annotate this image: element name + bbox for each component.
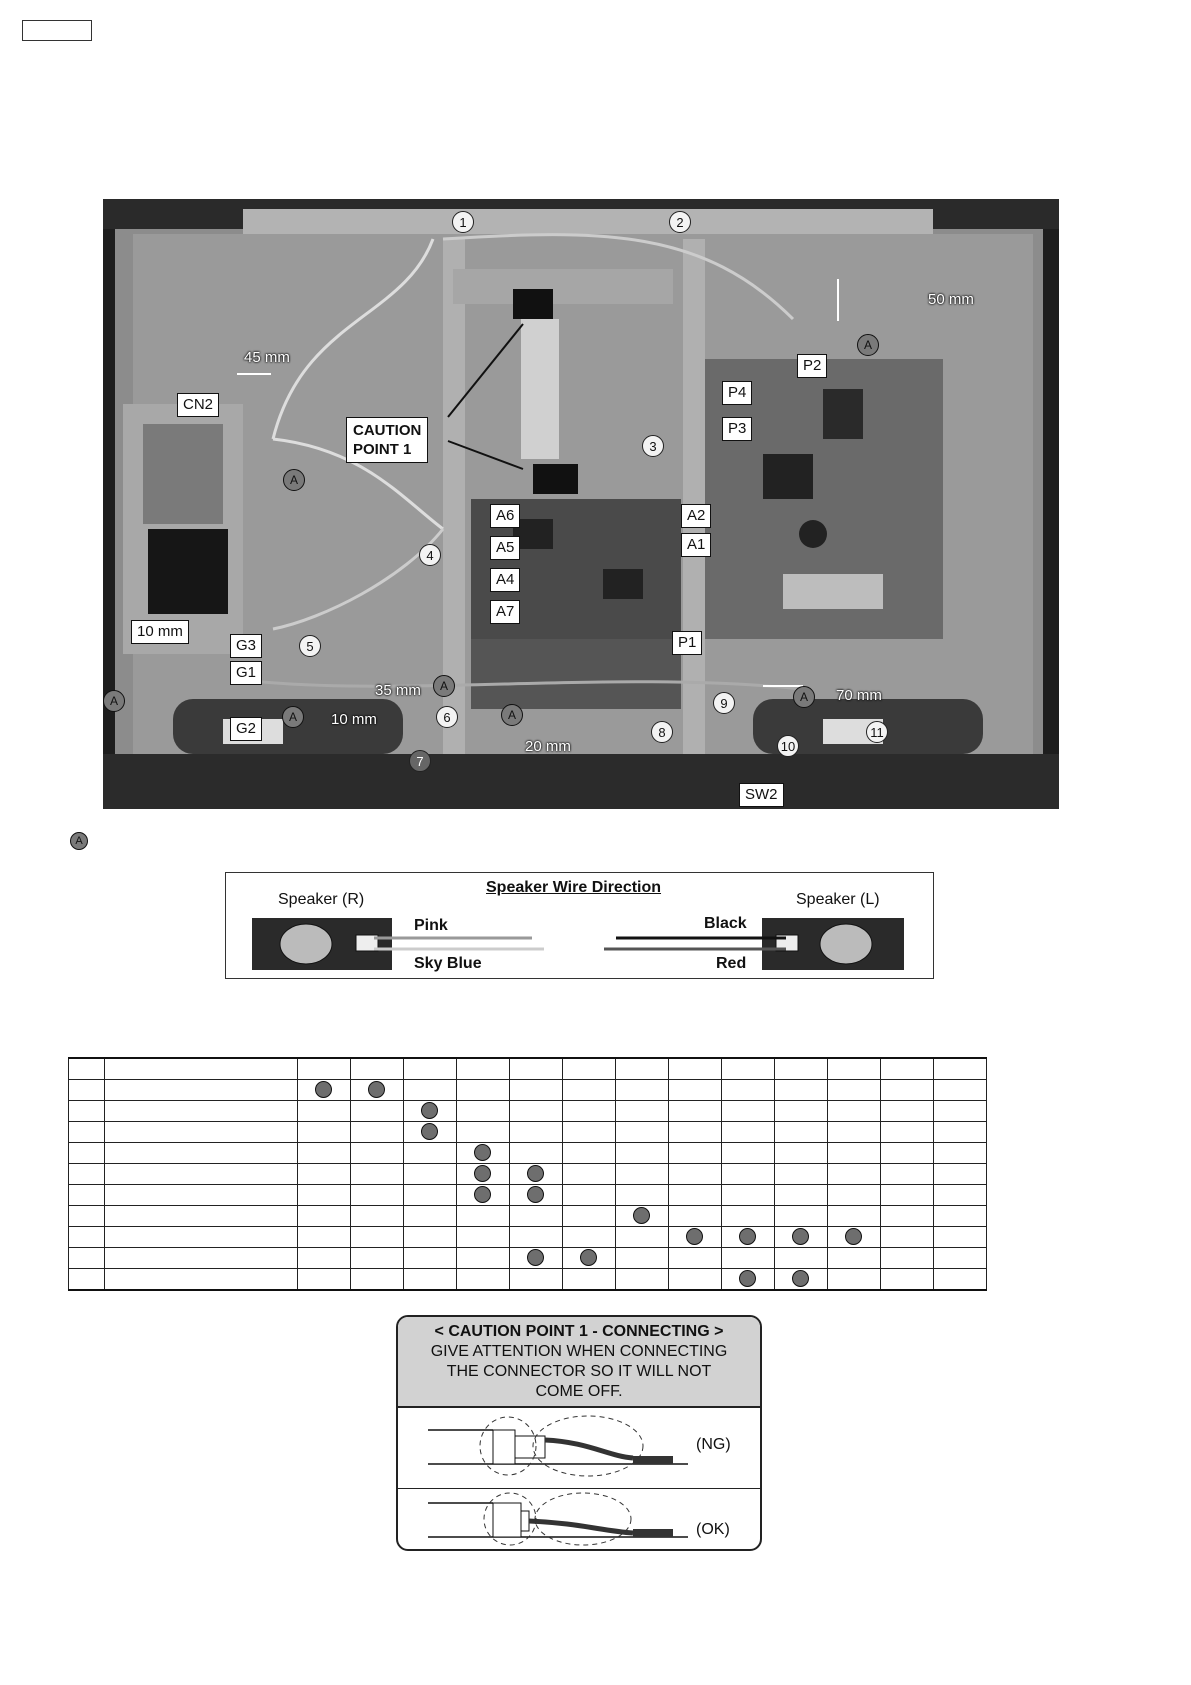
table-row xyxy=(69,1101,987,1122)
table-cell xyxy=(69,1143,105,1164)
table-cell xyxy=(669,1164,722,1185)
table-cell xyxy=(510,1164,563,1185)
table-cell xyxy=(775,1185,828,1206)
table-cell xyxy=(669,1227,722,1248)
clamp-dot-icon xyxy=(421,1102,438,1119)
table-cell xyxy=(298,1269,351,1291)
table-row xyxy=(69,1080,987,1101)
table-cell xyxy=(616,1164,669,1185)
table-cell xyxy=(775,1269,828,1291)
table-cell xyxy=(722,1185,775,1206)
table-cell xyxy=(563,1122,616,1143)
wire-label-sky-blue: Sky Blue xyxy=(414,955,482,972)
table-cell xyxy=(881,1101,934,1122)
table-cell xyxy=(881,1269,934,1291)
table-cell xyxy=(828,1248,881,1269)
clamp-dot-icon xyxy=(527,1186,544,1203)
marker-3: 3 xyxy=(642,435,664,457)
caution-ng-diagram xyxy=(398,1406,760,1489)
table-cell xyxy=(669,1143,722,1164)
dimension-10mm: 10 mm xyxy=(331,711,377,728)
table-cell xyxy=(404,1058,457,1080)
table-cell xyxy=(616,1248,669,1269)
marker-1: 1 xyxy=(452,211,474,233)
table-cell xyxy=(881,1164,934,1185)
legend-marker-a: A xyxy=(70,832,88,850)
table-cell xyxy=(404,1185,457,1206)
table-cell xyxy=(828,1101,881,1122)
label-cn2: CN2 xyxy=(177,393,219,417)
clamp-dot-icon xyxy=(739,1228,756,1245)
label-a1: A1 xyxy=(681,533,711,557)
table-cell xyxy=(828,1080,881,1101)
table-cell xyxy=(775,1122,828,1143)
table-cell xyxy=(457,1164,510,1185)
table-cell xyxy=(457,1058,510,1080)
table-cell xyxy=(351,1122,404,1143)
table-cell xyxy=(563,1269,616,1291)
page-tab xyxy=(22,20,92,41)
table-cell xyxy=(934,1164,987,1185)
table-cell xyxy=(298,1164,351,1185)
marker-a: A xyxy=(433,675,455,697)
speaker-wire-direction-box xyxy=(225,872,934,979)
table-cell xyxy=(934,1227,987,1248)
speaker-right-label: Speaker (R) xyxy=(278,891,365,908)
table-cell xyxy=(669,1080,722,1101)
table-cell xyxy=(510,1080,563,1101)
clamp-dot-icon xyxy=(633,1207,650,1224)
table-cell xyxy=(510,1248,563,1269)
table-cell xyxy=(722,1101,775,1122)
table-cell xyxy=(510,1206,563,1227)
table-cell xyxy=(881,1248,934,1269)
table-cell xyxy=(775,1080,828,1101)
table-cell xyxy=(722,1080,775,1101)
table-cell xyxy=(934,1185,987,1206)
table-cell xyxy=(457,1080,510,1101)
table-cell xyxy=(722,1269,775,1291)
ok-label: (OK) xyxy=(696,1521,730,1538)
table-cell xyxy=(669,1269,722,1291)
table-cell xyxy=(934,1206,987,1227)
caution-line-2: THE CONNECTOR SO IT WILL NOT xyxy=(446,1363,712,1380)
table-cell xyxy=(669,1248,722,1269)
clamp-dot-icon xyxy=(527,1249,544,1266)
table-cell xyxy=(722,1143,775,1164)
table-cell xyxy=(105,1206,298,1227)
table-cell xyxy=(616,1206,669,1227)
marker-6: 6 xyxy=(436,706,458,728)
table-cell xyxy=(105,1248,298,1269)
table-cell xyxy=(775,1248,828,1269)
label-p2: P2 xyxy=(797,354,827,378)
table-cell xyxy=(298,1206,351,1227)
table-cell xyxy=(298,1080,351,1101)
label-a4: A4 xyxy=(490,568,520,592)
table-cell xyxy=(457,1248,510,1269)
table-cell xyxy=(105,1058,298,1080)
table-cell xyxy=(510,1101,563,1122)
marker-2: 2 xyxy=(669,211,691,233)
table-cell xyxy=(457,1185,510,1206)
table-cell xyxy=(775,1206,828,1227)
table-cell xyxy=(563,1164,616,1185)
table-cell xyxy=(881,1058,934,1080)
table-cell xyxy=(298,1227,351,1248)
table-cell xyxy=(298,1185,351,1206)
wire-label-black: Black xyxy=(704,915,747,932)
table-cell xyxy=(105,1164,298,1185)
label-a6: A6 xyxy=(490,504,520,528)
table-row xyxy=(69,1058,987,1080)
wire-clamp-table xyxy=(68,1057,987,1291)
clamp-dot-icon xyxy=(474,1186,491,1203)
ok-connector-illustration xyxy=(398,1489,760,1551)
label-g2: G2 xyxy=(230,717,262,741)
table-cell xyxy=(722,1058,775,1080)
table-cell xyxy=(669,1185,722,1206)
clamp-dot-icon xyxy=(421,1123,438,1140)
table-row xyxy=(69,1269,987,1291)
table-cell xyxy=(722,1248,775,1269)
table-cell xyxy=(105,1227,298,1248)
chassis-photo xyxy=(103,199,1059,809)
table-row xyxy=(69,1122,987,1143)
table-cell xyxy=(351,1206,404,1227)
label-sw2: SW2 xyxy=(739,783,784,807)
table-cell xyxy=(351,1143,404,1164)
table-cell xyxy=(351,1164,404,1185)
table-cell xyxy=(351,1058,404,1080)
clamp-dot-icon xyxy=(527,1165,544,1182)
table-cell xyxy=(828,1143,881,1164)
table-cell xyxy=(881,1185,934,1206)
table-cell xyxy=(351,1101,404,1122)
table-cell xyxy=(105,1185,298,1206)
marker-a: A xyxy=(283,469,305,491)
caution-ok-diagram xyxy=(398,1489,760,1551)
clamp-dot-icon xyxy=(580,1249,597,1266)
marker-a: A xyxy=(501,704,523,726)
table-cell xyxy=(722,1227,775,1248)
table-cell xyxy=(351,1248,404,1269)
speaker-wires-diagram xyxy=(226,873,932,977)
table-cell xyxy=(563,1080,616,1101)
table-cell xyxy=(404,1143,457,1164)
table-cell xyxy=(563,1248,616,1269)
caution-line-1: GIVE ATTENTION WHEN CONNECTING xyxy=(430,1343,728,1360)
table-cell xyxy=(105,1122,298,1143)
clamp-dot-icon xyxy=(474,1144,491,1161)
table-cell xyxy=(616,1080,669,1101)
table-cell xyxy=(934,1269,987,1291)
table-cell xyxy=(69,1058,105,1080)
caution-header xyxy=(398,1317,760,1408)
table-cell xyxy=(404,1164,457,1185)
clamp-dot-icon xyxy=(686,1228,703,1245)
table-cell xyxy=(510,1227,563,1248)
caution-point-box xyxy=(396,1315,762,1551)
table-row xyxy=(69,1185,987,1206)
label-g1: G1 xyxy=(230,661,262,685)
table-cell xyxy=(934,1122,987,1143)
table-cell xyxy=(404,1206,457,1227)
table-cell xyxy=(404,1080,457,1101)
caution-point-line-2: POINT 1 xyxy=(353,441,412,458)
marker-a: A xyxy=(793,686,815,708)
caution-point-line-1: CAUTION xyxy=(353,422,422,439)
clamp-dot-icon xyxy=(845,1228,862,1245)
table-cell xyxy=(669,1101,722,1122)
label-caution-point-1 xyxy=(346,417,428,463)
table-cell xyxy=(457,1122,510,1143)
table-cell xyxy=(934,1248,987,1269)
marker-9: 9 xyxy=(713,692,735,714)
table-cell xyxy=(105,1080,298,1101)
table-cell xyxy=(69,1080,105,1101)
caution-line-3: COME OFF. xyxy=(535,1383,623,1400)
table-cell xyxy=(351,1080,404,1101)
table-cell xyxy=(510,1269,563,1291)
table-cell xyxy=(457,1227,510,1248)
clamp-dot-icon xyxy=(368,1081,385,1098)
table-cell xyxy=(69,1164,105,1185)
table-cell xyxy=(510,1143,563,1164)
table-cell xyxy=(69,1206,105,1227)
label-a5: A5 xyxy=(490,536,520,560)
table-row xyxy=(69,1248,987,1269)
table-cell xyxy=(722,1122,775,1143)
table-cell xyxy=(510,1185,563,1206)
label-p1: P1 xyxy=(672,631,702,655)
table-cell xyxy=(934,1080,987,1101)
table-cell xyxy=(828,1227,881,1248)
table-cell xyxy=(669,1206,722,1227)
table-cell xyxy=(669,1122,722,1143)
wire-label-pink: Pink xyxy=(414,917,448,934)
table-cell xyxy=(563,1227,616,1248)
table-cell xyxy=(828,1185,881,1206)
table-cell xyxy=(298,1058,351,1080)
clamp-dot-icon xyxy=(474,1165,491,1182)
marker-11: 11 xyxy=(866,721,888,743)
table-cell xyxy=(828,1164,881,1185)
table-cell xyxy=(563,1058,616,1080)
clamp-dot-icon xyxy=(315,1081,332,1098)
table-cell xyxy=(775,1058,828,1080)
table-cell xyxy=(563,1206,616,1227)
table-cell xyxy=(828,1269,881,1291)
table-cell xyxy=(69,1122,105,1143)
table-cell xyxy=(828,1122,881,1143)
table-cell xyxy=(616,1058,669,1080)
table-cell xyxy=(881,1227,934,1248)
table-cell xyxy=(775,1143,828,1164)
table-cell xyxy=(881,1080,934,1101)
wire-label-red: Red xyxy=(716,955,747,972)
table-cell xyxy=(404,1227,457,1248)
table-cell xyxy=(69,1227,105,1248)
table-cell xyxy=(934,1101,987,1122)
table-cell xyxy=(351,1227,404,1248)
label-p4: P4 xyxy=(722,381,752,405)
table-cell xyxy=(616,1122,669,1143)
speaker-left-label: Speaker (L) xyxy=(796,891,880,908)
marker-4: 4 xyxy=(419,544,441,566)
table-cell xyxy=(510,1058,563,1080)
table-cell xyxy=(457,1206,510,1227)
table-cell xyxy=(457,1101,510,1122)
table-cell xyxy=(69,1101,105,1122)
table-cell xyxy=(69,1269,105,1291)
marker-a: A xyxy=(282,706,304,728)
marker-10: 10 xyxy=(777,735,799,757)
caution-title: < CAUTION POINT 1 - CONNECTING > xyxy=(434,1323,724,1340)
table-cell xyxy=(298,1143,351,1164)
table-cell xyxy=(404,1101,457,1122)
table-cell xyxy=(616,1269,669,1291)
marker-a: A xyxy=(857,334,879,356)
table-cell xyxy=(457,1269,510,1291)
table-cell xyxy=(828,1058,881,1080)
clamp-dot-icon xyxy=(739,1270,756,1287)
table-cell xyxy=(105,1101,298,1122)
table-cell xyxy=(404,1122,457,1143)
clamp-dot-icon xyxy=(792,1228,809,1245)
table-cell xyxy=(775,1227,828,1248)
marker-a: A xyxy=(103,690,125,712)
table-cell xyxy=(881,1122,934,1143)
table-cell xyxy=(616,1101,669,1122)
table-cell xyxy=(828,1206,881,1227)
table-cell xyxy=(722,1164,775,1185)
dimension-10mm-left: 10 mm xyxy=(131,620,189,644)
table-cell xyxy=(457,1143,510,1164)
table-row xyxy=(69,1164,987,1185)
table-cell xyxy=(563,1143,616,1164)
table-cell xyxy=(298,1248,351,1269)
label-a7: A7 xyxy=(490,600,520,624)
table-cell xyxy=(105,1143,298,1164)
table-cell xyxy=(69,1248,105,1269)
table-cell xyxy=(722,1206,775,1227)
table-cell xyxy=(298,1101,351,1122)
speaker-title: Speaker Wire Direction xyxy=(486,879,662,896)
table-cell xyxy=(881,1206,934,1227)
dimension-50mm: 50 mm xyxy=(928,291,974,308)
table-cell xyxy=(669,1058,722,1080)
table-cell xyxy=(404,1248,457,1269)
ng-label: (NG) xyxy=(696,1436,731,1453)
table-row xyxy=(69,1206,987,1227)
dimension-45mm: 45 mm xyxy=(244,349,290,366)
clamp-dot-icon xyxy=(792,1270,809,1287)
table-cell xyxy=(404,1269,457,1291)
table-cell xyxy=(298,1122,351,1143)
table-cell xyxy=(881,1143,934,1164)
table-cell xyxy=(775,1164,828,1185)
marker-5: 5 xyxy=(299,635,321,657)
table-cell xyxy=(69,1185,105,1206)
table-cell xyxy=(934,1058,987,1080)
table-cell xyxy=(934,1143,987,1164)
table-cell xyxy=(616,1143,669,1164)
label-a2: A2 xyxy=(681,504,711,528)
dimension-20mm: 20 mm xyxy=(525,738,571,755)
label-g3: G3 xyxy=(230,634,262,658)
table-cell xyxy=(105,1269,298,1291)
table-row xyxy=(69,1143,987,1164)
marker-7: 7 xyxy=(409,750,431,772)
table-row xyxy=(69,1227,987,1248)
table-cell xyxy=(351,1185,404,1206)
table-cell xyxy=(775,1101,828,1122)
table-cell xyxy=(351,1269,404,1291)
table-cell xyxy=(616,1227,669,1248)
table-cell xyxy=(510,1122,563,1143)
table-cell xyxy=(616,1185,669,1206)
table-cell xyxy=(563,1101,616,1122)
dimension-35mm: 35 mm xyxy=(375,682,421,699)
label-p3: P3 xyxy=(722,417,752,441)
table-cell xyxy=(563,1185,616,1206)
marker-8: 8 xyxy=(651,721,673,743)
dimension-70mm: 70 mm xyxy=(836,687,882,704)
